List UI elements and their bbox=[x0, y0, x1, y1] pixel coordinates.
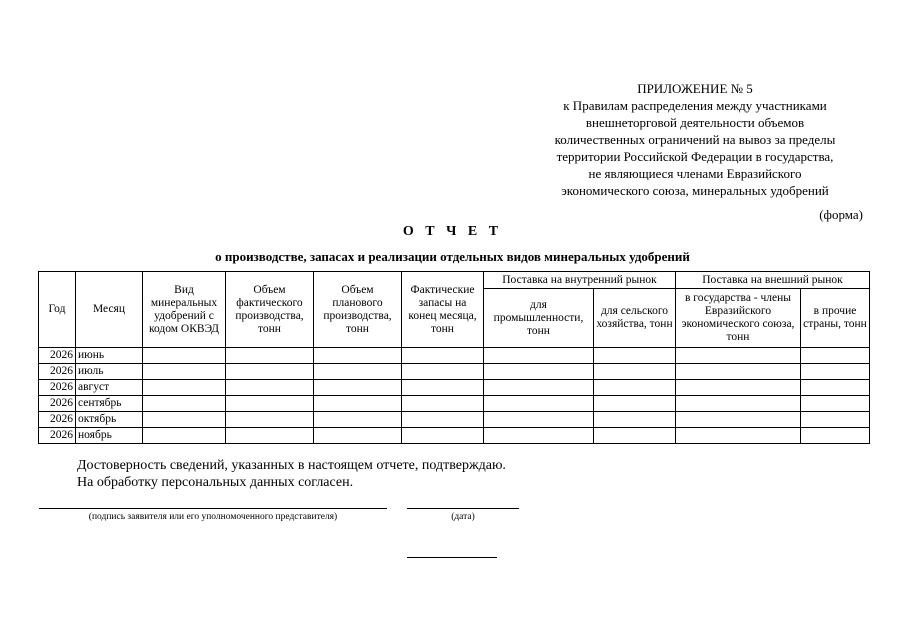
table-row bbox=[39, 380, 870, 396]
extra-line[interactable] bbox=[407, 557, 497, 558]
header-year: Год bbox=[39, 272, 76, 348]
table-row bbox=[39, 364, 870, 380]
cell-empty[interactable] bbox=[676, 396, 801, 412]
cell-empty[interactable] bbox=[676, 412, 801, 428]
declaration-line: Достоверность сведений, указанных в настоящем отчете, подтверждаю. bbox=[77, 458, 506, 473]
cell-empty[interactable] bbox=[484, 364, 594, 380]
cell-empty[interactable] bbox=[402, 396, 484, 412]
cell-empty[interactable] bbox=[484, 412, 594, 428]
cell-month: август bbox=[76, 380, 143, 396]
cell-empty[interactable] bbox=[314, 364, 402, 380]
report-title: О Т Ч Е Т bbox=[402, 224, 503, 239]
cell-empty[interactable] bbox=[594, 412, 676, 428]
cell-month: октябрь bbox=[76, 412, 143, 428]
cell-empty[interactable] bbox=[314, 428, 402, 444]
cell-empty[interactable] bbox=[143, 380, 226, 396]
appendix-line: к Правилам распределения между участниками bbox=[563, 98, 827, 113]
header-month: Месяц bbox=[76, 272, 143, 348]
cell-empty[interactable] bbox=[226, 396, 314, 412]
cell-empty[interactable] bbox=[676, 364, 801, 380]
cell-empty[interactable] bbox=[594, 348, 676, 364]
signature-caption: (подпись заявителя или его уполномоченного представителя) bbox=[88, 512, 338, 522]
cell-empty[interactable] bbox=[226, 380, 314, 396]
cell-empty[interactable] bbox=[143, 364, 226, 380]
cell-empty[interactable] bbox=[143, 396, 226, 412]
appendix-title: ПРИЛОЖЕНИЕ № 5 bbox=[637, 81, 753, 96]
cell-empty[interactable] bbox=[402, 348, 484, 364]
table-row bbox=[39, 348, 870, 364]
header-fertilizer-type: Вид минеральных удобрений с кодом ОКВЭД bbox=[143, 272, 226, 348]
header-foreign-group: Поставка на внешний рынок bbox=[676, 272, 870, 289]
cell-empty[interactable] bbox=[226, 348, 314, 364]
cell-empty[interactable] bbox=[226, 412, 314, 428]
declaration bbox=[77, 457, 506, 491]
cell-empty[interactable] bbox=[143, 348, 226, 364]
cell-empty[interactable] bbox=[484, 380, 594, 396]
cell-empty[interactable] bbox=[801, 428, 870, 444]
cell-empty[interactable] bbox=[594, 396, 676, 412]
cell-month: июль bbox=[76, 364, 143, 380]
cell-empty[interactable] bbox=[402, 380, 484, 396]
appendix-line: экономического союза, минеральных удобрений bbox=[561, 183, 829, 198]
cell-empty[interactable] bbox=[314, 396, 402, 412]
report-subtitle: о производстве, запасах и реализации отдельных видов минеральных удобрений bbox=[215, 249, 690, 264]
cell-empty[interactable] bbox=[594, 380, 676, 396]
header-stock: Фактические запасы на конец месяца, тонн bbox=[402, 272, 484, 348]
cell-empty[interactable] bbox=[801, 396, 870, 412]
cell-month: сентябрь bbox=[76, 396, 143, 412]
cell-empty[interactable] bbox=[676, 348, 801, 364]
cell-empty[interactable] bbox=[143, 428, 226, 444]
cell-empty[interactable] bbox=[594, 364, 676, 380]
appendix-line: территории Российской Федерации в государства, bbox=[556, 149, 834, 164]
cell-empty[interactable] bbox=[402, 412, 484, 428]
date-caption: (дата) bbox=[451, 512, 475, 522]
cell-empty[interactable] bbox=[676, 380, 801, 396]
cell-empty[interactable] bbox=[314, 412, 402, 428]
cell-empty[interactable] bbox=[676, 428, 801, 444]
appendix-line: количественных ограничений на вывоз за пределы bbox=[554, 132, 836, 147]
cell-empty[interactable] bbox=[801, 412, 870, 428]
cell-empty[interactable] bbox=[226, 428, 314, 444]
cell-empty[interactable] bbox=[484, 396, 594, 412]
signature-line[interactable] bbox=[39, 508, 387, 509]
cell-year: 2026 bbox=[39, 428, 76, 444]
appendix-line: внешнеторговой деятельности объемов bbox=[585, 115, 805, 130]
cell-empty[interactable] bbox=[801, 380, 870, 396]
cell-year: 2026 bbox=[39, 396, 76, 412]
cell-empty[interactable] bbox=[402, 364, 484, 380]
cell-empty[interactable] bbox=[402, 428, 484, 444]
report-table bbox=[38, 271, 870, 444]
cell-empty[interactable] bbox=[801, 348, 870, 364]
appendix-line: не являющиеся членами Евразийского bbox=[588, 166, 802, 181]
cell-empty[interactable] bbox=[226, 364, 314, 380]
cell-empty[interactable] bbox=[143, 412, 226, 428]
header-domestic-group: Поставка на внутренний рынок bbox=[484, 272, 676, 289]
cell-month: июнь bbox=[76, 348, 143, 364]
declaration-line: На обработку персональных данных согласен. bbox=[77, 475, 354, 490]
cell-year: 2026 bbox=[39, 412, 76, 428]
cell-year: 2026 bbox=[39, 380, 76, 396]
cell-year: 2026 bbox=[39, 364, 76, 380]
cell-empty[interactable] bbox=[484, 348, 594, 364]
header-domestic-agriculture: для сельского хозяйства, тонн bbox=[594, 289, 676, 348]
header-planned-production: Объем планового производства, тонн bbox=[314, 272, 402, 348]
date-line[interactable] bbox=[407, 508, 519, 509]
table-row bbox=[39, 396, 870, 412]
cell-empty[interactable] bbox=[314, 348, 402, 364]
header-actual-production: Объем фактического производства, тонн bbox=[226, 272, 314, 348]
header-foreign-eaeu: в государства - члены Евразийского экономического союза, тонн bbox=[676, 289, 801, 348]
cell-empty[interactable] bbox=[314, 380, 402, 396]
appendix-header bbox=[500, 80, 890, 199]
header-domestic-industry: для промышленности, тонн bbox=[484, 289, 594, 348]
cell-month: ноябрь bbox=[76, 428, 143, 444]
cell-year: 2026 bbox=[39, 348, 76, 364]
table-row bbox=[39, 412, 870, 428]
cell-empty[interactable] bbox=[484, 428, 594, 444]
form-label: (форма) bbox=[819, 207, 863, 222]
cell-empty[interactable] bbox=[594, 428, 676, 444]
table-row bbox=[39, 428, 870, 444]
cell-empty[interactable] bbox=[801, 364, 870, 380]
header-foreign-other: в прочие страны, тонн bbox=[801, 289, 870, 348]
